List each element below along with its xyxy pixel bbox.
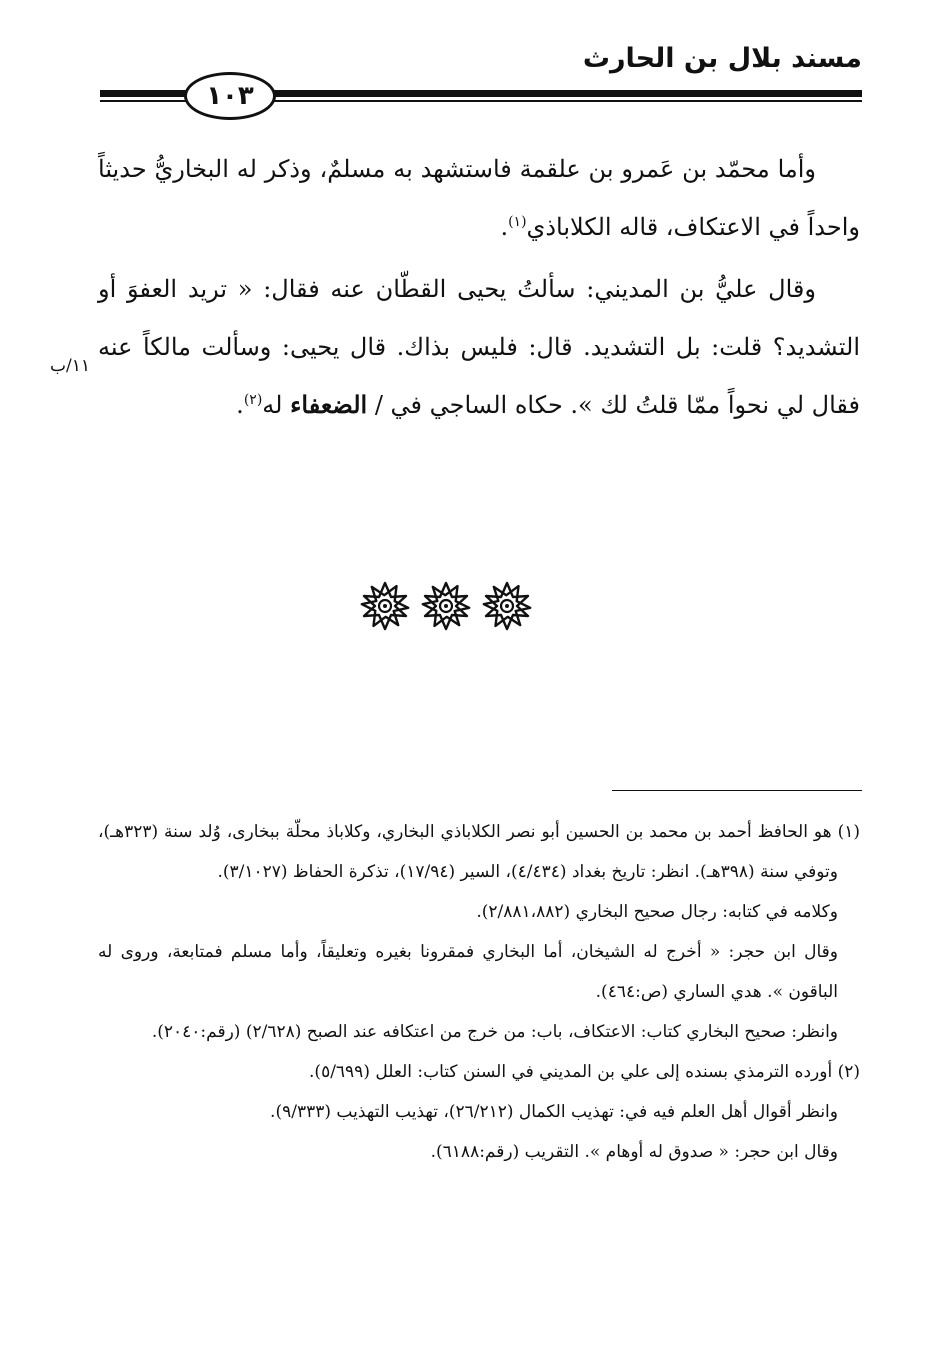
paragraph-2-tail: له: [262, 391, 291, 419]
eight-point-flower-icon: [482, 581, 532, 631]
footnote-2-continuation: وقال ابن حجر: « صدوق له أوهام ». التقريب (رقم:٦١٨٨).: [430, 1142, 838, 1162]
footnote-1-continuation: وكلامه في كتابه: رجال صحيح البخاري (٢/٨٨١،٨٨٢).: [476, 902, 838, 922]
paragraph-1: [98, 140, 860, 256]
eight-point-flower-icon: [421, 581, 471, 631]
page-number-text: ١٠٣: [206, 81, 254, 111]
paragraph-2-text: وقال عليُّ بن المديني: سألتُ يحيى القطّان عنه فقال: « تريد العفوَ أو التشديد؟ قلت: بل التشديد. قال: فليس بذاك. قال يحيى: وسألت مالكاً عنه فقال لي نحواً ممّا قلتُ لك ». حكاه الساجي في /: [98, 275, 860, 419]
footnotes: [98, 812, 860, 1172]
footnote-1: (١) هو الحافظ أحمد بن محمد بن الحسين أبو نصر الكلاباذي البخاري، وكلاباذ محلّة ببخارى، وُلد سنة (٣٢٣هـ)، وتوفي سنة (٣٩٨هـ). انظر: تاريخ بغداد (٤/٤٣٤)، السير (١٧/٩٤)، تذكرة الحفاظ (٣/١٠٢٧).: [98, 822, 860, 882]
footnote-2: (٢) أورده الترمذي بسنده إلى علي بن المديني في السنن كتاب: العلل (٥/٦٩٩).: [309, 1062, 860, 1082]
footnote-ref-1: (١): [508, 214, 527, 230]
main-text: [98, 140, 860, 438]
footnote-separator: [612, 790, 862, 791]
running-title: مسند بلال بن الحارث: [582, 43, 862, 74]
paragraph-2-end: .: [236, 391, 244, 419]
manuscript-folio-note: ١١/ب: [50, 356, 90, 376]
footnote-1-continuation: وقال ابن حجر: « أخرج له الشيخان، أما البخاري فمقرونا بغيره وتعليقاً، وأما مسلم فمتابعة، وروى له الباقون ». هدي الساري (ص:٤٦٤).: [98, 942, 838, 1002]
page-number: [184, 72, 276, 120]
section-ornament: [360, 578, 532, 634]
footnote-1-continuation: وانظر: صحيح البخاري كتاب: الاعتكاف، باب: من خرج من اعتكافه عند الصبح (٢/٦٢٨) (رقم:٢٠٤٠).: [151, 1022, 838, 1042]
paragraph-1-end: .: [500, 213, 509, 241]
footnote-ref-2: (٢): [243, 392, 263, 408]
eight-point-flower-icon: [360, 581, 410, 631]
book-title-bold: الضعفاء: [290, 390, 368, 419]
paragraph-2: [98, 260, 860, 434]
paragraph-1-text: وأما محمّد بن عَمرو بن علقمة فاستشهد به مسلمٌ، وذكر له البخاريُّ حديثاً واحداً في الاعتكاف، قاله الكلاباذي: [98, 155, 860, 241]
footnote-2-continuation: وانظر أقوال أهل العلم فيه في: تهذيب الكمال (٢٦/٢١٢)، تهذيب التهذيب (٩/٣٣٣).: [270, 1102, 838, 1122]
